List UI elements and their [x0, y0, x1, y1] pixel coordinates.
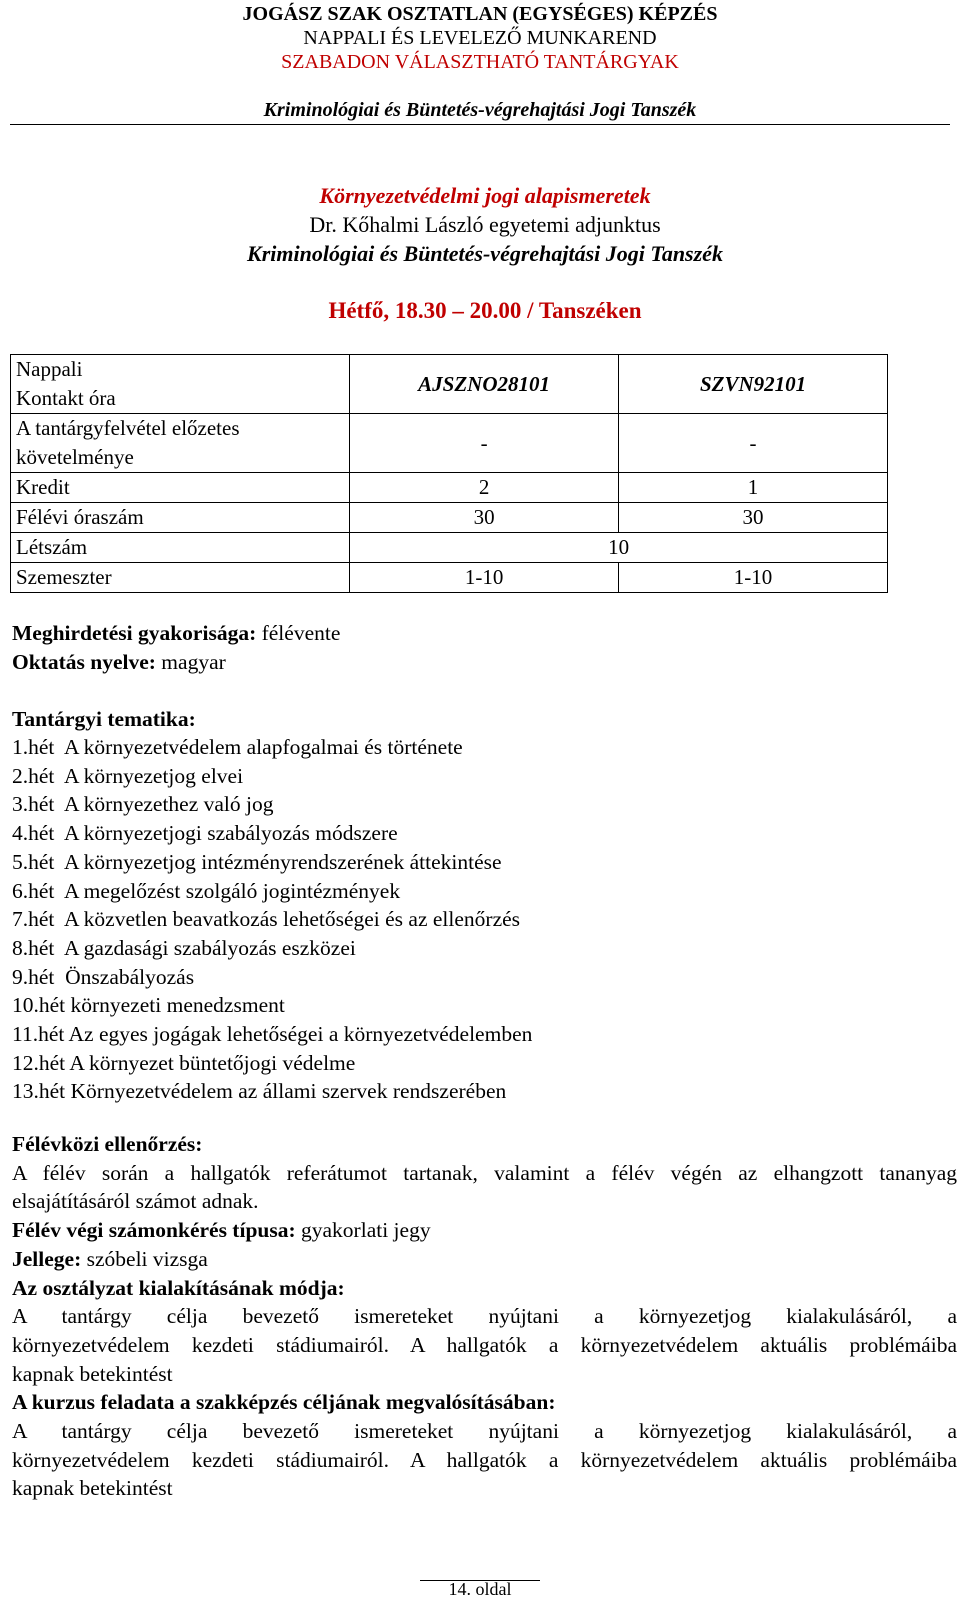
header-program: JOGÁSZ SZAK OSZTATLAN (EGYSÉGES) KÉPZÉS [242, 3, 718, 25]
list-item: 11.hét Az egyes jogágak lehetőségei a környezetvédelemben [12, 1022, 533, 1047]
row-label-hours: Félévi óraszám [11, 503, 350, 533]
table-row [11, 533, 888, 563]
exam-type-line [12, 1216, 957, 1245]
hours-value-2: 30 [619, 503, 888, 533]
language-line [12, 648, 957, 677]
table-row [11, 563, 888, 593]
task-text-1: A tantárgy célja bevezető ismereteket nyújtani a környezetjog kialakulásáról, a [12, 1419, 957, 1444]
label-kontakt-ora: Kontakt óra [16, 386, 116, 410]
syllabus-list [12, 733, 957, 1106]
list-item: 5.hét A környezetjog intézményrendszerének áttekintése [12, 849, 502, 874]
row-label-headcount: Létszám [11, 533, 350, 563]
midterm-text-2: elsajátításáról számot adnak. [12, 1189, 259, 1214]
course-code-1: AJSZNO28101 [350, 355, 619, 414]
prereq-value-2: - [619, 414, 888, 473]
frequency-line [12, 619, 957, 648]
frequency-value: félévente [256, 621, 341, 645]
row-label-prereq [11, 414, 350, 473]
syllabus-label: Tantárgyi tematika: [12, 707, 196, 731]
nature-label: Jellege: [12, 1246, 82, 1271]
page-number: 14. oldal [448, 1579, 512, 1599]
language-value: magyar [155, 649, 226, 674]
evaluation-section [12, 1130, 957, 1503]
credit-value-2: 1 [619, 473, 888, 503]
course-meta [12, 619, 957, 676]
course-code-2: SZVN92101 [619, 355, 888, 414]
row-label-contact [11, 355, 350, 414]
list-item: 7.hét A közvetlen beavatkozás lehetőségei és az ellenőrzés [12, 907, 521, 932]
course-title: Környezetvédelmi jogi alapismeretek [319, 183, 651, 208]
exam-type-label: Félév végi számonkérés típusa: [12, 1218, 296, 1243]
list-item: 10.hét környezeti menedzsment [12, 993, 285, 1018]
prereq-value-1: - [350, 414, 619, 473]
header-department: Kriminológiai és Büntetés-végrehajtási Jogi Tanszék [263, 99, 697, 121]
frequency-label: Meghirdetési gyakorisága: [12, 621, 257, 645]
table-row [11, 503, 888, 533]
header-category: SZABADON VÁLASZTHATÓ TANTÁRGYAK [281, 51, 679, 73]
course-department: Kriminológiai és Büntetés-végrehajtási Jogi Tanszék [247, 241, 723, 266]
task-label: A kurzus feladata a szakképzés céljának megvalósításában: [12, 1390, 556, 1415]
course-teacher: Dr. Kőhalmi László egyetemi adjunktus [309, 212, 661, 237]
list-item: 12.hét A környezet büntetőjogi védelme [12, 1050, 356, 1075]
nature-line [12, 1245, 957, 1274]
label-nappali: Nappali [16, 357, 83, 381]
table-row [11, 473, 888, 503]
nature-value: szóbeli vizsga [81, 1246, 208, 1271]
exam-type-value: gyakorlati jegy [295, 1218, 431, 1243]
label-prereq-b: követelménye [16, 445, 134, 469]
task-text-3: kapnak betekintést [12, 1476, 173, 1501]
credit-value-1: 2 [350, 473, 619, 503]
list-item: 4.hét A környezetjogi szabályozás módszere [12, 821, 398, 846]
table-row [11, 414, 888, 473]
grading-text-1: A tantárgy célja bevezető ismereteket nyújtani a környezetjog kialakulásáról, a [12, 1304, 957, 1329]
list-item: 13.hét Környezetvédelem az állami szervek rendszerében [12, 1079, 507, 1104]
course-info-table [10, 354, 888, 593]
language-label: Oktatás nyelve: [12, 649, 156, 674]
row-label-credit: Kredit [11, 473, 350, 503]
header-divider [10, 124, 950, 125]
label-prereq-a: A tantárgyfelvétel előzetes [16, 416, 240, 440]
semester-value-2: 1-10 [619, 563, 888, 593]
list-item: 3.hét A környezethez való jog [12, 792, 274, 817]
syllabus-heading [12, 705, 957, 734]
list-item: 9.hét Önszabályozás [12, 964, 195, 989]
semester-value-1: 1-10 [350, 563, 619, 593]
list-item: 8.hét A gazdasági szabályozás eszközei [12, 935, 356, 960]
grading-label: Az osztályzat kialakításának módja: [12, 1275, 345, 1300]
table-row [11, 355, 888, 414]
row-label-semester: Szemeszter [11, 563, 350, 593]
task-text-2: környezetvédelem kezdeti stádiumairól. A hallgatók a környezetvédelem aktuális problémáiba [12, 1447, 957, 1472]
list-item: 6.hét A megelőzést szolgáló jogintézmények [12, 878, 401, 903]
hours-value-1: 30 [350, 503, 619, 533]
grading-text-2: környezetvédelem kezdeti stádiumairól. A hallgatók a környezetvédelem aktuális problémáiba [12, 1332, 957, 1357]
headcount-value: 10 [350, 533, 888, 563]
header-schedule: NAPPALI ÉS LEVELEZŐ MUNKAREND [303, 27, 657, 49]
course-time: Hétfő, 18.30 – 20.00 / Tanszéken [328, 298, 642, 323]
grading-text-3: kapnak betekintést [12, 1361, 173, 1386]
midterm-label: Félévközi ellenőrzés: [12, 1132, 203, 1156]
list-item: 2.hét A környezetjog elvei [12, 763, 244, 788]
list-item: 1.hét A környezetvédelem alapfogalmai és története [12, 735, 463, 759]
midterm-text-1: A félév során a hallgatók referátumot tartanak, valamint a félév végén az elhangzott tananyag [12, 1160, 957, 1185]
